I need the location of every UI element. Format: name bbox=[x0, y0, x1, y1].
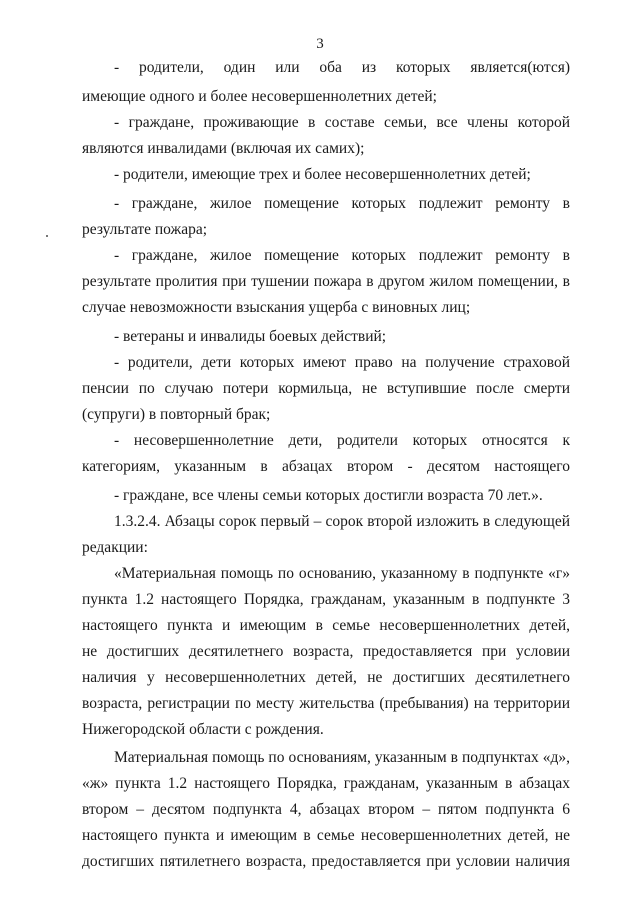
text-line: - ветераны и инвалиды боевых действий; bbox=[114, 328, 387, 345]
text-line: Нижегородской области с рождения. bbox=[82, 721, 324, 738]
text-line: пенсии по случаю потери кормильца, не вступившие после смерти bbox=[82, 380, 570, 397]
text-line: 1.3.2.4. Абзацы сорок первый – сорок второй изложить в следующей bbox=[114, 513, 570, 530]
text-line: имеющие одного и более несовершеннолетних детей; bbox=[82, 88, 437, 105]
text-line: настоящего пункта и имеющим в семье несовершеннолетних детей, bbox=[82, 617, 570, 634]
text-line: категориям, указанным в абзацах втором - десятом настоящего bbox=[82, 458, 570, 475]
text-line: достигших пятилетнего возраста, предоставляется при условии наличия bbox=[82, 853, 570, 870]
margin-mark bbox=[46, 235, 48, 237]
text-line: являются инвалидами (включая их самих); bbox=[82, 140, 365, 157]
text-line: наличия у несовершеннолетних детей, не достигших десятилетнего bbox=[82, 669, 570, 686]
text-line: - граждане, жилое помещение которых подлежит ремонту в bbox=[114, 247, 570, 264]
text-line: (супруги) в повторный брак; bbox=[82, 406, 271, 423]
text-line: - граждане, все члены семьи которых достигли возраста 70 лет.». bbox=[114, 487, 543, 504]
text-line: - несовершеннолетние дети, родители которых относятся к bbox=[114, 432, 570, 449]
page-number: 3 bbox=[316, 36, 324, 52]
text-line: результате пролития при тушении пожара в другом жилом помещении, в bbox=[82, 273, 570, 290]
text-line: пункта 1.2 настоящего Порядка, гражданам, указанным в подпункте 3 bbox=[82, 591, 570, 608]
text-line: редакции: bbox=[82, 539, 148, 556]
text-line: результате пожара; bbox=[82, 221, 208, 238]
text-line: случае невозможности взыскания ущерба с виновных лиц; bbox=[82, 299, 471, 316]
text-line: - граждане, проживающие в составе семьи, все члены которой bbox=[114, 114, 570, 131]
text-line: - родители, имеющие трех и более несовершеннолетних детей; bbox=[114, 166, 531, 183]
text-line: настоящего пункта и имеющим в семье несовершеннолетних детей, не bbox=[82, 827, 570, 844]
text-line: втором – десятом подпункта 4, абзацах втором – пятом подпункта 6 bbox=[82, 801, 570, 818]
text-line: возраста, регистрации по месту жительства (пребывания) на территории bbox=[82, 695, 570, 712]
text-line: Материальная помощь по основаниям, указанным в подпунктах «д», bbox=[114, 749, 570, 766]
text-line: - родители, дети которых имеют право на получение страховой bbox=[114, 354, 570, 371]
text-line: «ж» пункта 1.2 настоящего Порядка, гражданам, указанным в абзацах bbox=[82, 775, 570, 792]
text-line: - родители, один или оба из которых является(ются) bbox=[114, 59, 570, 76]
text-line: не достигших десятилетнего возраста, предоставляется при условии bbox=[82, 643, 570, 660]
text-line: «Материальная помощь по основанию, указанному в подпункте «г» bbox=[114, 565, 570, 582]
text-line: - граждане, жилое помещение которых подлежит ремонту в bbox=[114, 195, 570, 212]
